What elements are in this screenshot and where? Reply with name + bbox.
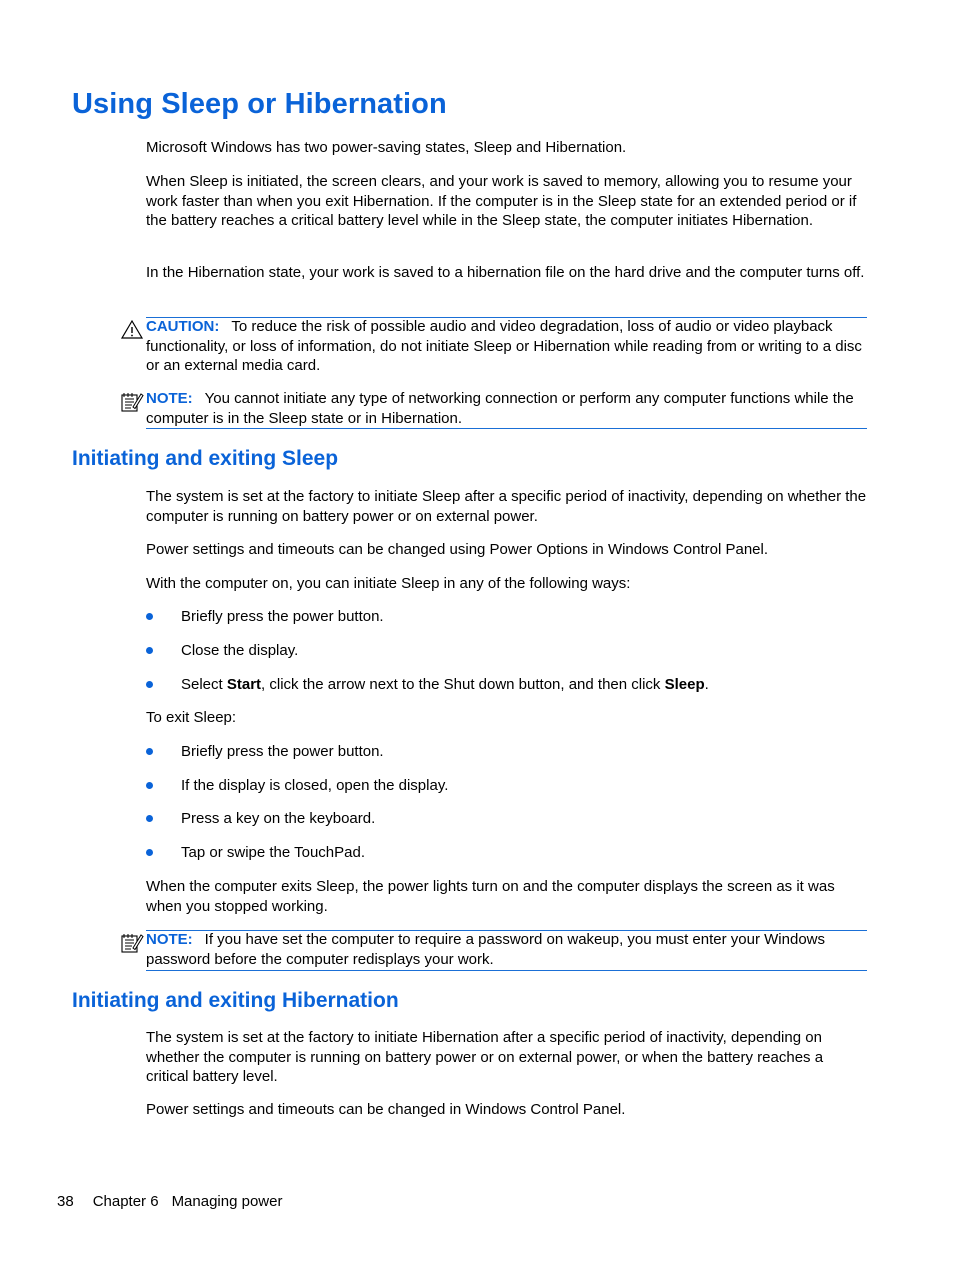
- list-item: Briefly press the power button.: [181, 608, 384, 625]
- list-item: Press a key on the keyboard.: [181, 810, 376, 827]
- caution-label: CAUTION:: [146, 318, 220, 335]
- note-pad-icon: [120, 391, 144, 413]
- section-heading-sleep: Initiating and exiting Sleep: [72, 447, 339, 470]
- intro-paragraph-1: Microsoft Windows has two power-saving states, Sleep and Hibernation.: [146, 139, 627, 156]
- warning-triangle-icon: [120, 319, 144, 341]
- sleep-paragraph-2: Power settings and timeouts can be changed using Power Options in Windows Control Panel.: [146, 541, 769, 558]
- page-title: Using Sleep or Hibernation: [72, 88, 447, 120]
- bullet-dot-icon: [146, 675, 156, 685]
- list-item: Briefly press the power button.: [181, 743, 384, 760]
- sleep-term: Sleep: [664, 676, 705, 693]
- list-item-text: , click the arrow next to the Shut down button, and then click: [261, 676, 665, 693]
- note-pad-icon: [120, 932, 144, 954]
- sleep-paragraph-4: When the computer exits Sleep, the power lights turn on and the computer displays the screen as it was when you stopped working.: [146, 878, 835, 915]
- list-item: Close the display.: [181, 642, 299, 659]
- list-item: [181, 675, 709, 695]
- footer-chapter: Chapter 6: [92, 1193, 159, 1210]
- note-box-1: [146, 389, 868, 428]
- bullet-dot-icon: [146, 776, 156, 786]
- bullet-dot-icon: [146, 641, 156, 651]
- caution-text: To reduce the risk of possible audio and video degradation, loss of audio or video playback functionality, or loss of information, do not initiate Sleep or Hibernation while reading from or writing to a disc or an external media card.: [146, 318, 862, 374]
- hibernation-paragraph-1: The system is set at the factory to initiate Hibernation after a specific period of inactivity, depending on whether the computer is running on battery power or on external power, or when the battery reaches a critical battery level.: [146, 1029, 824, 1085]
- start-term: Start: [226, 676, 262, 693]
- note-text: You cannot initiate any type of networking connection or perform any computer functions while the computer is in the Sleep state or in Hibernation.: [146, 390, 854, 427]
- bullet-dot-icon: [146, 607, 156, 617]
- page-footer: [57, 1192, 282, 1212]
- note-label: NOTE:: [146, 931, 193, 948]
- note-label: NOTE:: [146, 390, 193, 407]
- exit-sleep-intro: To exit Sleep:: [146, 709, 237, 726]
- bullet-dot-icon: [146, 843, 156, 853]
- caution-box: [146, 317, 868, 376]
- intro-paragraph-3: In the Hibernation state, your work is saved to a hibernation file on the hard drive and the computer turns off.: [146, 264, 865, 281]
- list-item-text: Select: [181, 676, 227, 693]
- sleep-paragraph-3: With the computer on, you can initiate Sleep in any of the following ways:: [146, 575, 631, 592]
- bullet-dot-icon: [146, 809, 156, 819]
- intro-paragraph-2: When Sleep is initiated, the screen clears, and your work is saved to memory, allowing you to resume your work faster than when you exit Hibernation. If the computer is in the Sleep state for an extended period or if the battery reaches a critical battery level while in the Sleep state, the computer initiates Hibernation.: [146, 173, 857, 229]
- list-item: Tap or swipe the TouchPad.: [181, 844, 366, 861]
- note-text: If you have set the computer to require a password on wakeup, you must enter your Windows password before the computer redisplays your work.: [146, 931, 825, 968]
- page-number: 38: [57, 1193, 74, 1210]
- note-bottom-rule: [146, 428, 867, 429]
- note-bottom-rule: [146, 970, 867, 971]
- list-item-text: .: [704, 676, 709, 693]
- list-item: If the display is closed, open the display.: [181, 777, 449, 794]
- section-heading-hibernation: Initiating and exiting Hibernation: [72, 989, 399, 1012]
- sleep-paragraph-1: The system is set at the factory to initiate Sleep after a specific period of inactivity, depending on whether the computer is running on battery power or on external power.: [146, 488, 867, 525]
- note-box-2: [146, 930, 868, 969]
- hibernation-paragraph-2: Power settings and timeouts can be changed in Windows Control Panel.: [146, 1101, 626, 1118]
- bullet-dot-icon: [146, 742, 156, 752]
- footer-section: Managing power: [171, 1193, 283, 1210]
